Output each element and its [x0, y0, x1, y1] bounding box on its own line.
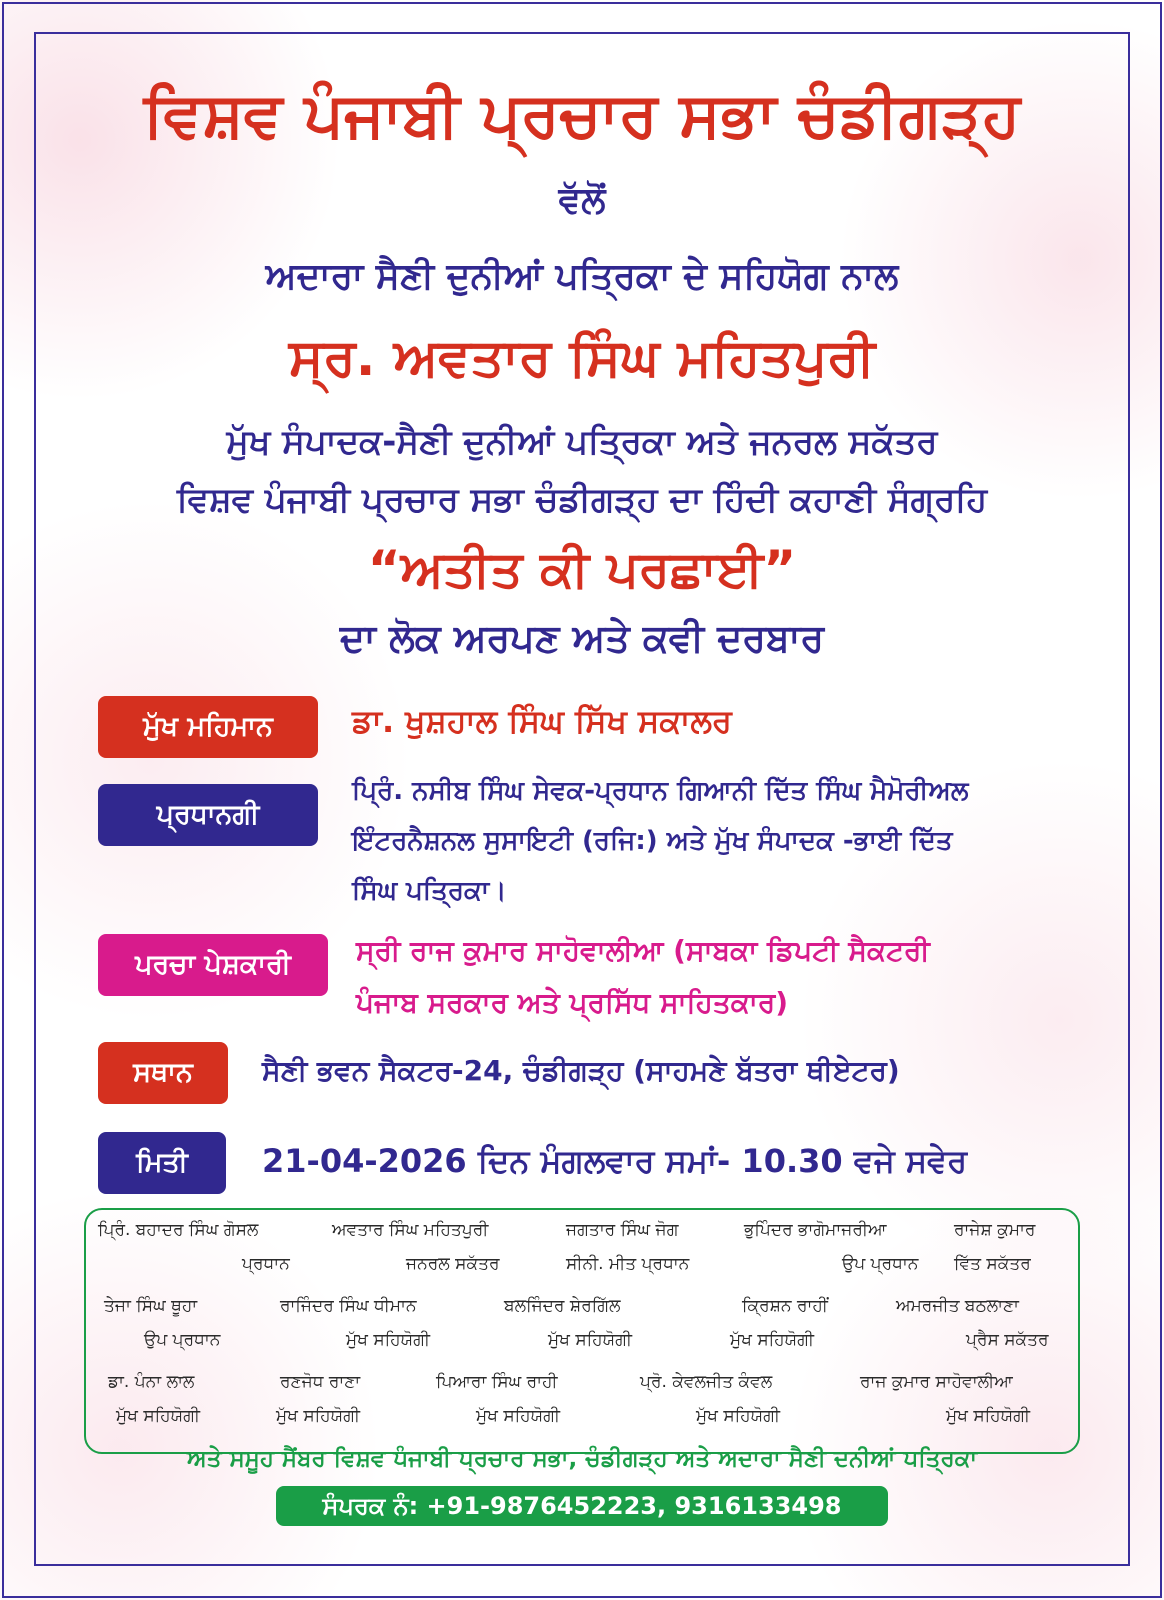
member-role: ਪ੍ਰਧਾਨ: [242, 1254, 290, 1274]
date-label: ਮਿਤੀ: [98, 1132, 226, 1194]
member-name: ਰਾਜਿੰਦਰ ਸਿੰਘ ਧੀਮਾਨ: [280, 1296, 417, 1316]
member-name: ਪ੍ਰਿੰ. ਬਹਾਦਰ ਸਿੰਘ ਗੋਸਲ: [98, 1220, 259, 1240]
presidency-line-3: ਸਿੰਘ ਪਤ੍ਰਿਕਾ।: [352, 876, 507, 906]
member-role: ਸੀਨੀ. ਮੀਤ ਪ੍ਰਧਾਨ: [566, 1254, 690, 1274]
venue-label: ਸਥਾਨ: [98, 1042, 228, 1104]
from-line: ਵੱਲੋਂ: [558, 180, 606, 221]
member-name: ਜਗਤਾਰ ਸਿੰਘ ਜੋਗ: [566, 1220, 679, 1240]
member-role: ਉਪ ਪ੍ਰਧਾਨ: [842, 1254, 919, 1274]
book-intro: ਵਿਸ਼ਵ ਪੰਜਾਬੀ ਪ੍ਰਚਾਰ ਸਭਾ ਚੰਡੀਗੜ੍ਹ ਦਾ ਹਿੰਦੀ ਕਹਾਣੀ ਸੰਗ੍ਰਹਿ: [176, 480, 988, 520]
member-name: ਰਾਜੇਸ਼ ਕੁਮਾਰ: [954, 1220, 1036, 1240]
member-role: ਮੁੱਖ ਸਹਿਯੋਗੀ: [476, 1406, 561, 1426]
member-name: ਡਾ. ਪੰਨਾ ਲਾਲ: [108, 1372, 195, 1392]
book-title: “ਅਤੀਤ ਕੀ ਪਰਛਾਈ”: [367, 540, 797, 598]
member-name: ਪ੍ਰੋ. ਕੇਵਲਜੀਤ ਕੰਵਲ: [640, 1372, 773, 1392]
author-name: ਸ੍ਰ. ਅਵਤਾਰ ਸਿੰਘ ਮਹਿਤਪੁਰੀ: [288, 328, 876, 388]
contact-bar: ਸੰਪਰਕ ਨੰ: +91-9876452223, 9316133498: [276, 1486, 888, 1526]
presidency-line-2: ਇੰਟਰਨੈਸ਼ਨਲ ਸੁਸਾਇਟੀ (ਰਜਿ:) ਅਤੇ ਮੁੱਖ ਸੰਪਾਦਕ -ਭਾਈ ਦਿੱਤ: [352, 826, 953, 856]
presidency-label: ਪ੍ਰਧਾਨਗੀ: [98, 784, 318, 846]
member-role: ਮੁੱਖ ਸਹਿਯੋਗੀ: [116, 1406, 201, 1426]
member-role: ਉਪ ਪ੍ਰਧਾਨ: [144, 1330, 221, 1350]
paper-label: ਪਰਚਾ ਪੇਸ਼ਕਾਰੀ: [98, 934, 328, 996]
member-role: ਪ੍ਰੈਸ ਸਕੱਤਰ: [966, 1330, 1049, 1350]
collab-line: ਅਦਾਰਾ ਸੈਣੀ ਦੁਨੀਆਂ ਪਤ੍ਰਿਕਾ ਦੇ ਸਹਿਯੋਗ ਨਾਲ: [265, 256, 899, 297]
member-name: ਪਿਆਰਾ ਸਿੰਘ ਰਾਹੀ: [436, 1372, 558, 1392]
member-role: ਮੁੱਖ ਸਹਿਯੋਗੀ: [548, 1330, 633, 1350]
member-role: ਮੁੱਖ ਸਹਿਯੋਗੀ: [696, 1406, 781, 1426]
member-role: ਮੁੱਖ ਸਹਿਯੋਗੀ: [730, 1330, 815, 1350]
event-line: ਦਾ ਲੋਕ ਅਰਪਣ ਅਤੇ ਕਵੀ ਦਰਬਾਰ: [339, 616, 825, 660]
paper-line-2: ਪੰਜਾਬ ਸਰਕਾਰ ਅਤੇ ਪ੍ਰਸਿੱਧ ਸਾਹਿਤਕਾਰ): [356, 986, 789, 1019]
member-name: ਤੇਜਾ ਸਿੰਘ ਥੂਹਾ: [104, 1296, 198, 1316]
members-footer-line: ਅਤੇ ਸਮੂਹ ਮੈਂਬਰ ਵਿਸ਼ਵ ਪੰਜਾਬੀ ਪ੍ਰਚਾਰ ਸਭਾ, ਚੰਡੀਗੜ੍ਹ ਅਤੇ ਅਦਾਰਾ ਸੈਣੀ ਦਨੀਆਂ ਪਤ੍ਰਿਕਾ: [186, 1446, 978, 1472]
member-name: ਰਾਜ ਕੁਮਾਰ ਸਾਹੋਵਾਲੀਆ: [860, 1372, 1013, 1392]
paper-line-1: ਸ੍ਰੀ ਰਾਜ ਕੁਮਾਰ ਸਾਹੋਵਾਲੀਆ (ਸਾਬਕਾ ਡਿਪਟੀ ਸੈਕਟਰੀ: [356, 934, 930, 967]
member-name: ਅਵਤਾਰ ਸਿੰਘ ਮਹਿਤਪੁਰੀ: [332, 1220, 489, 1240]
date-value: 21-04-2026 ਦਿਨ ਮੰਗਲਵਾਰ ਸਮਾਂ- 10.30 ਵਜੇ ਸਵੇਰ: [262, 1142, 968, 1180]
venue-value: ਸੈਣੀ ਭਵਨ ਸੈਕਟਰ-24, ਚੰਡੀਗੜ੍ਹ (ਸਾਹਮਣੇ ਬੱਤਰਾ ਥੀਏਟਰ): [262, 1054, 900, 1087]
chief-guest-label: ਮੁੱਖ ਮਹਿਮਾਨ: [98, 696, 318, 758]
member-name: ਭੁਪਿੰਦਰ ਭਾਗੋਮਾਜਰੀਆ: [744, 1220, 887, 1240]
member-role: ਮੁੱਖ ਸਹਿਯੋਗੀ: [346, 1330, 431, 1350]
member-role: ਮੁੱਖ ਸਹਿਯੋਗੀ: [276, 1406, 361, 1426]
member-role: ਵਿੱਤ ਸਕੱਤਰ: [954, 1254, 1031, 1274]
chief-guest-value: ਡਾ. ਖੁਸ਼ਹਾਲ ਸਿੰਘ ਸਿੱਖ ਸਕਾਲਰ: [352, 702, 732, 740]
author-role: ਮੁੱਖ ਸੰਪਾਦਕ-ਸੈਣੀ ਦੁਨੀਆਂ ਪਤ੍ਰਿਕਾ ਅਤੇ ਜਨਰਲ ਸਕੱਤਰ: [226, 422, 938, 462]
member: [98, 1220, 258, 1240]
member-name: ਕ੍ਰਿਸ਼ਨ ਰਾਹੀਂ: [742, 1296, 828, 1316]
member-role: ਜਨਰਲ ਸਕੱਤਰ: [406, 1254, 500, 1274]
org-title: ਵਿਸ਼ਵ ਪੰਜਾਬੀ ਪ੍ਰਚਾਰ ਸਭਾ ਚੰਡੀਗੜ੍ਹ: [143, 78, 1021, 151]
presidency-line-1: ਪ੍ਰਿੰ. ਨਸੀਬ ਸਿੰਘ ਸੇਵਕ-ਪ੍ਰਧਾਨ ਗਿਆਨੀ ਦਿੱਤ ਸਿੰਘ ਮੈਮੋਰੀਅਲ: [352, 776, 969, 806]
member-name: ਬਲਜਿੰਦਰ ਸ਼ੇਰਗਿੱਲ: [504, 1296, 621, 1316]
member-name: ਰਣਜੋਧ ਰਾਣਾ: [280, 1372, 361, 1392]
member-role: ਮੁੱਖ ਸਹਿਯੋਗੀ: [946, 1406, 1031, 1426]
member-name: ਅਮਰਜੀਤ ਬਠਲਾਣਾ: [896, 1296, 1019, 1316]
